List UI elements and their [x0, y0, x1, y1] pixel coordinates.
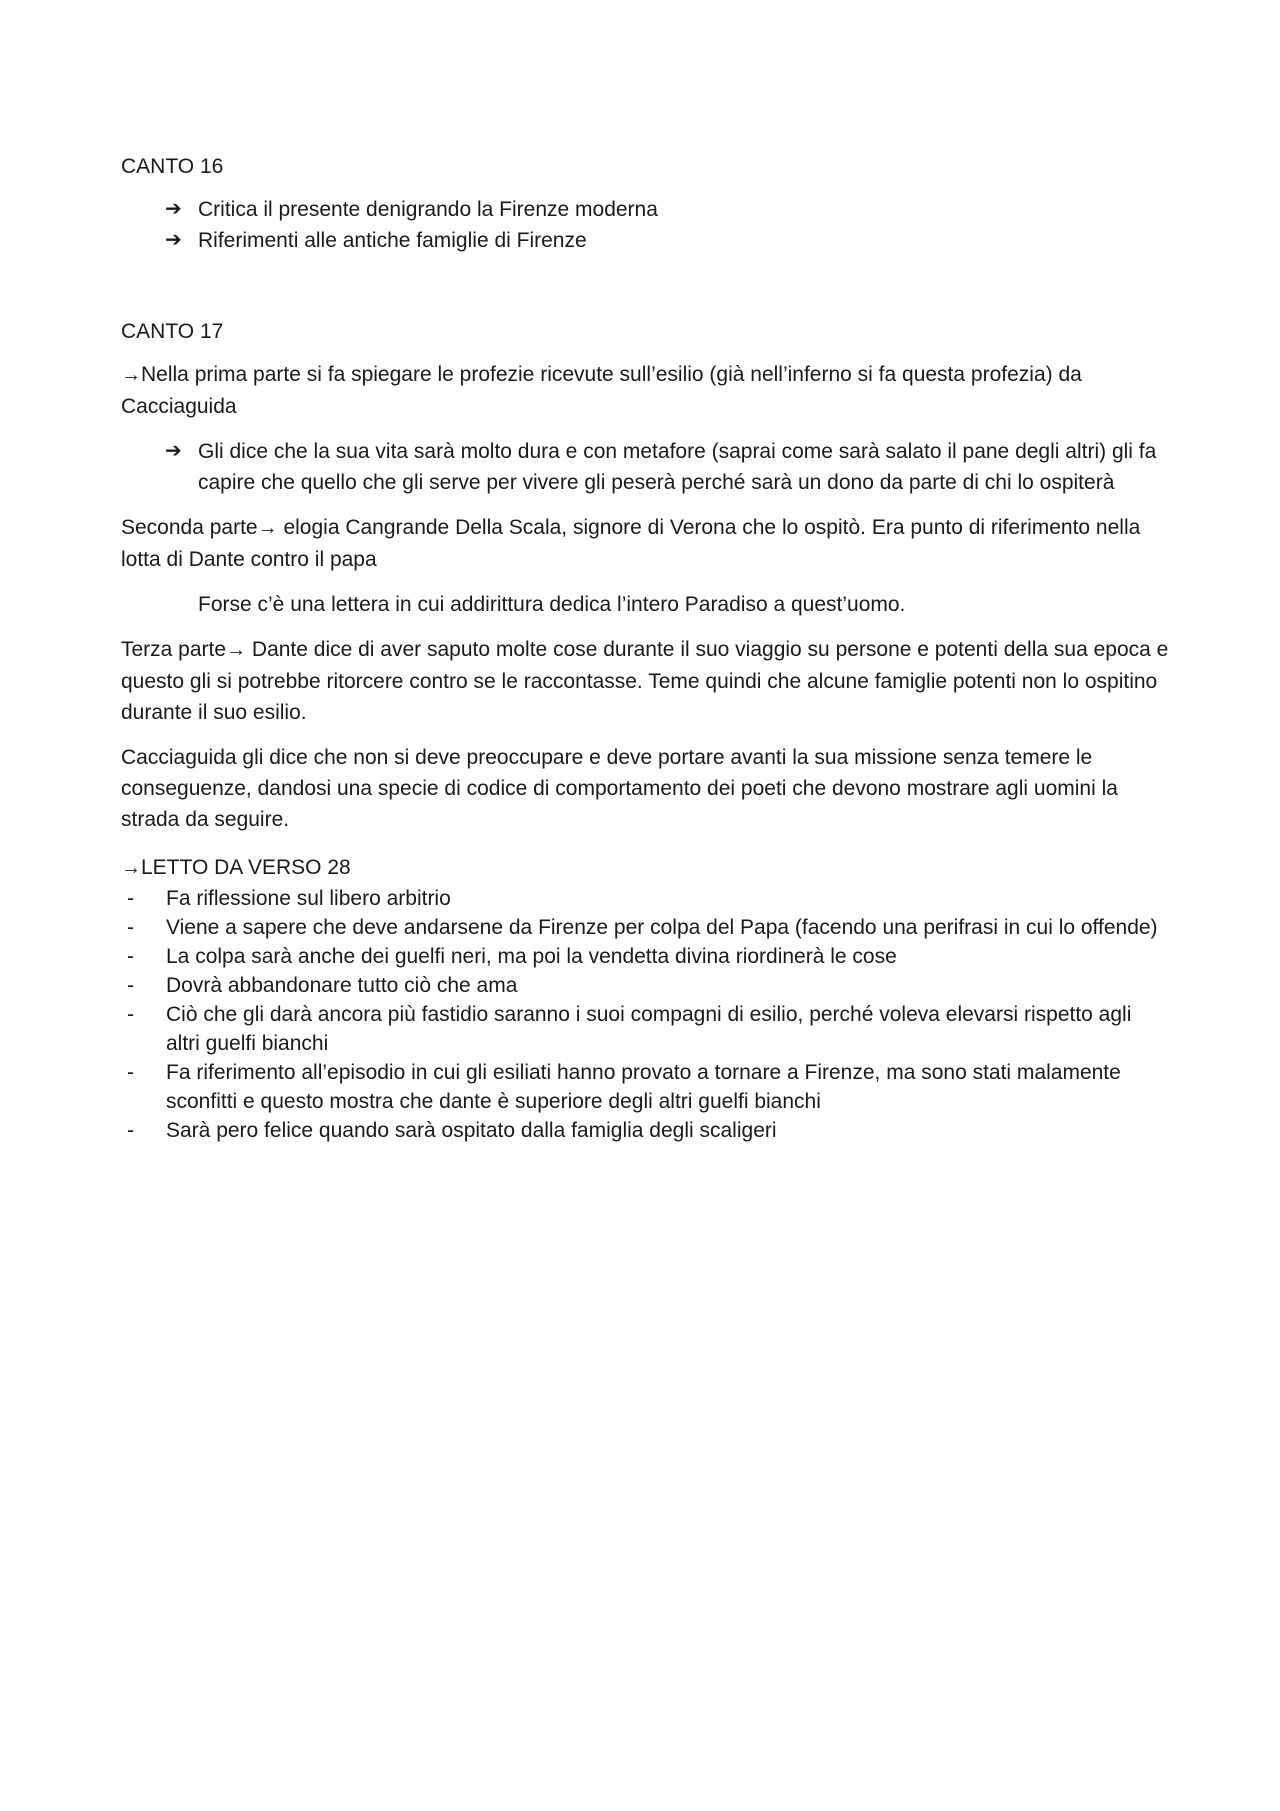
letto-heading-text: LETTO DA VERSO 28: [141, 856, 351, 879]
list-item-text: Gli dice che la sua vita sarà molto dura e con metafore (saprai come sarà salato il pane degli altri) gli fa capire che quello che gli serve per vivere gli peserà perché sarà un dono da parte di chi lo ospiterà: [198, 440, 1157, 494]
dash-bullet: -: [127, 974, 134, 997]
arrow-bullet-icon: ➔: [165, 229, 182, 251]
terza-parte-text: Dante dice di aver saputo molte cose durante il suo viaggio su persone e potenti della sua epoca e questo gli si potrebbe ritorcere contro se le raccontasse. Teme quindi che alcune famiglie potenti non lo ospitino durante il suo esilio.: [121, 638, 1169, 724]
arrow-bullet-icon: ➔: [165, 198, 182, 220]
dash-bullet: -: [127, 1003, 134, 1026]
dash-bullet: -: [127, 1119, 134, 1142]
list-item-text: Dovrà abbandonare tutto ciò che ama: [166, 974, 518, 997]
document-page: [121, 151, 1171, 1145]
terza-parte-paragraph: [121, 634, 1171, 728]
list-item-text: Riferimenti alle antiche famiglie di Firenze: [198, 229, 587, 252]
seconda-parte-text: elogia Cangrande Della Scala, signore di Verona che lo ospitò. Era punto di riferimento nella lotta di Dante contro il papa: [121, 516, 1141, 571]
dash-bullet: -: [127, 916, 134, 939]
list-item: [165, 225, 1171, 256]
forse-paragraph: Forse c’è una lettera in cui addirittura dedica l’intero Paradiso a quest’uomo.: [198, 593, 906, 616]
list-item: [121, 1058, 1171, 1116]
list-item: [121, 913, 1171, 942]
list-item: [165, 194, 1171, 225]
arrow-bullet-icon: ➔: [165, 440, 182, 462]
list-item-text: Sarà pero felice quando sarà ospitato dalla famiglia degli scaligeri: [166, 1119, 777, 1142]
arrow-icon: →: [121, 857, 141, 879]
cacciaguida-paragraph: Cacciaguida gli dice che non si deve preoccupare e deve portare avanti la sua missione senza temere le conseguenze, dandosi una specie di codice di comportamento dei poeti che devono mostrare agli uomini la strada da seguire.: [121, 746, 1118, 831]
list-item-text: Fa riferimento all’episodio in cui gli esiliati hanno provato a tornare a Firenze, ma sono stati malamente sconfitti e questo mostra che dante è superiore degli altri guelfi bianchi: [166, 1061, 1121, 1113]
list-item: [165, 436, 1171, 498]
list-item: [121, 1000, 1171, 1058]
arrow-icon: →: [121, 364, 141, 386]
list-item-text: Ciò che gli darà ancora più fastidio saranno i suoi compagni di esilio, perché voleva elevarsi rispetto agli altri guelfi bianchi: [166, 1003, 1132, 1055]
canto-16-list: [121, 194, 1171, 256]
list-item: [121, 884, 1171, 913]
dash-bullet: -: [127, 887, 134, 910]
arrow-icon: →: [257, 517, 278, 539]
list-item: [121, 1116, 1171, 1145]
list-item-text: Fa riflessione sul libero arbitrio: [166, 887, 451, 910]
dash-bullet: -: [127, 945, 134, 968]
letto-heading: [121, 852, 1171, 884]
letto-list: [121, 884, 1171, 1145]
list-item: [121, 971, 1171, 1000]
arrow-icon: →: [226, 639, 247, 661]
list-item-text: Critica il presente denigrando la Firenze moderna: [198, 198, 658, 221]
list-item-text: Viene a sapere che deve andarsene da Firenze per colpa del Papa (facendo una perifrasi in cui lo offende): [166, 916, 1158, 939]
canto-16-title: CANTO 16: [121, 155, 224, 178]
list-item: [121, 942, 1171, 971]
list-item-text: La colpa sarà anche dei guelfi neri, ma poi la vendetta divina riordinerà le cose: [166, 945, 897, 968]
seconda-parte-paragraph: [121, 512, 1171, 575]
intro-text: Nella prima parte si fa spiegare le profezie ricevute sull’esilio (già nell’inferno si fa questa profezia) da Cacciaguida: [121, 363, 1082, 418]
dash-bullet: -: [127, 1061, 134, 1084]
seconda-parte-label: Seconda parte: [121, 516, 258, 539]
canto-17-list: [121, 436, 1171, 498]
canto-17-intro: [121, 359, 1171, 422]
canto-17-title: CANTO 17: [121, 320, 224, 343]
terza-parte-label: Terza parte: [121, 638, 227, 661]
